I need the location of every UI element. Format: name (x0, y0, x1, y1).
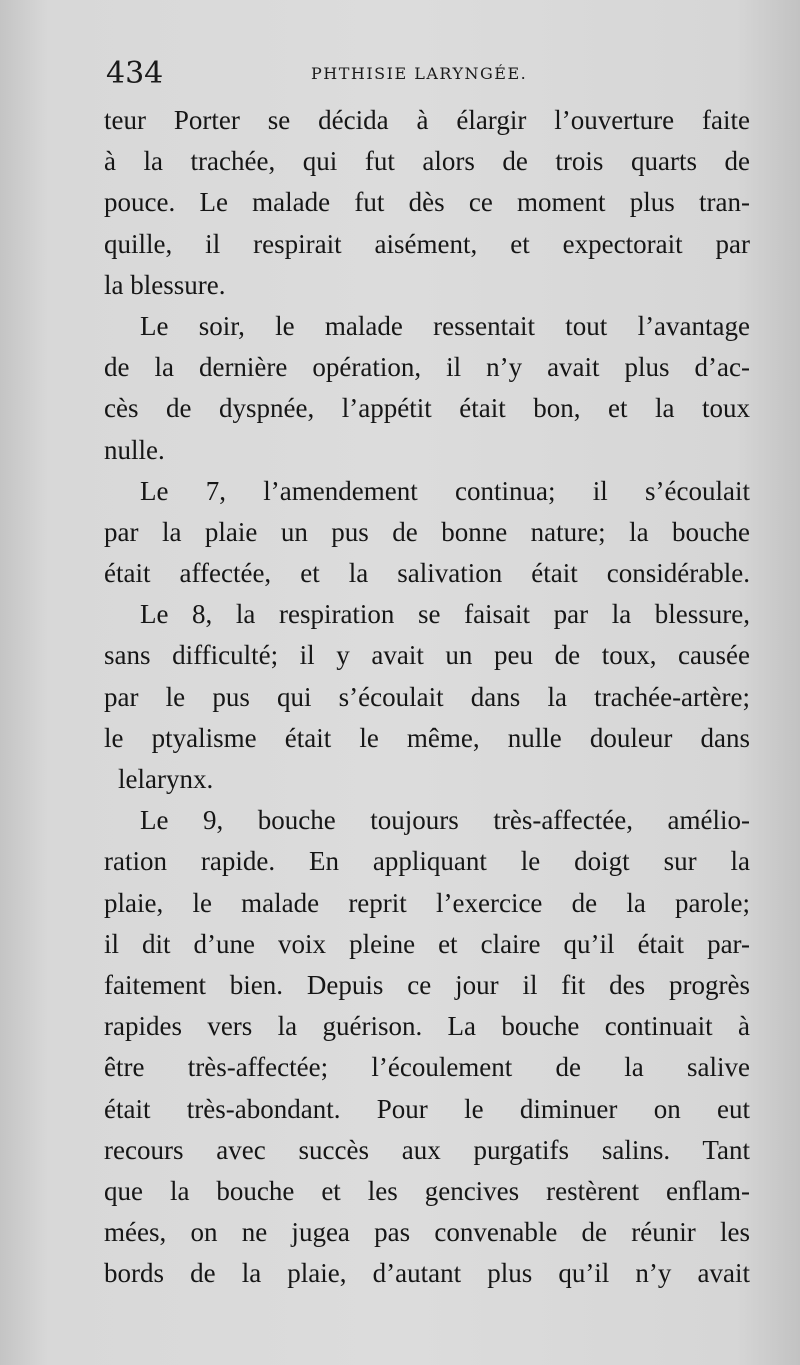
text-line: le ptyalisme était le même, nulle douleur dans (104, 722, 750, 753)
text-line: cès de dyspnée, l’appétit était bon, et la toux (104, 393, 750, 424)
text-line: que la bouche et les gencives restèrent enflam- (104, 1175, 750, 1206)
text-line: bords de la plaie, d’autant plus qu’il n’y avait (104, 1258, 750, 1289)
text-line: Le 7, l’amendement continua; il s’écoulait (140, 475, 750, 506)
text-line: ration rapide. En appliquant le doigt sur la (104, 846, 750, 877)
text-line: rapides vers la guérison. La bouche continuait à (104, 1011, 750, 1042)
text-line: il dit d’une voix pleine et claire qu’il était par- (104, 928, 750, 959)
text-line: de la dernière opération, il n’y avait plus d’ac- (104, 352, 750, 383)
text-line: sans difficulté; il y avait un peu de toux, causée (104, 640, 750, 671)
text-line: par le pus qui s’écoulait dans la trachée-artère; (104, 681, 750, 712)
page-number: 434 (106, 56, 164, 91)
text-line: la blessure. (104, 269, 226, 300)
text-line: Le 8, la respiration se faisait par la blessure, (140, 599, 750, 630)
text-line: Le 9, bouche toujours très-affectée, amélio- (140, 805, 750, 836)
text-line: quille, il respirait aisément, et expectorait par (104, 228, 750, 259)
text-line: mées, on ne jugea pas convenable de réunir les (104, 1217, 750, 1248)
text-line: lelarynx. (118, 764, 214, 794)
text-line: recours avec succès aux purgatifs salins. Tant (104, 1134, 750, 1165)
text-line: pouce. Le malade fut dès ce moment plus tran- (104, 187, 750, 218)
text-line: nulle. (104, 434, 165, 465)
body-text (104, 100, 750, 1294)
text-line: par la plaie un pus de bonne nature; la bouche (104, 516, 750, 547)
text-line: plaie, le malade reprit l’exercice de la parole; (104, 887, 750, 918)
text-line: à la trachée, qui fut alors de trois quarts de (104, 146, 750, 177)
text-line: être très-affectée; l’écoulement de la salive (104, 1052, 750, 1083)
text-line: faitement bien. Depuis ce jour il fit des progrès (104, 969, 750, 1000)
text-line: était affectée, et la salivation était considérable. (104, 558, 750, 589)
page-header (106, 56, 750, 96)
running-head: PHTHISIE LARYNGÉE. (311, 64, 528, 83)
text-line: Le soir, le malade ressentait tout l’avantage (140, 310, 750, 341)
text-line: teur Porter se décida à élargir l’ouverture faite (104, 105, 750, 135)
text-line: était très-abondant. Pour le diminuer on eut (104, 1093, 750, 1124)
